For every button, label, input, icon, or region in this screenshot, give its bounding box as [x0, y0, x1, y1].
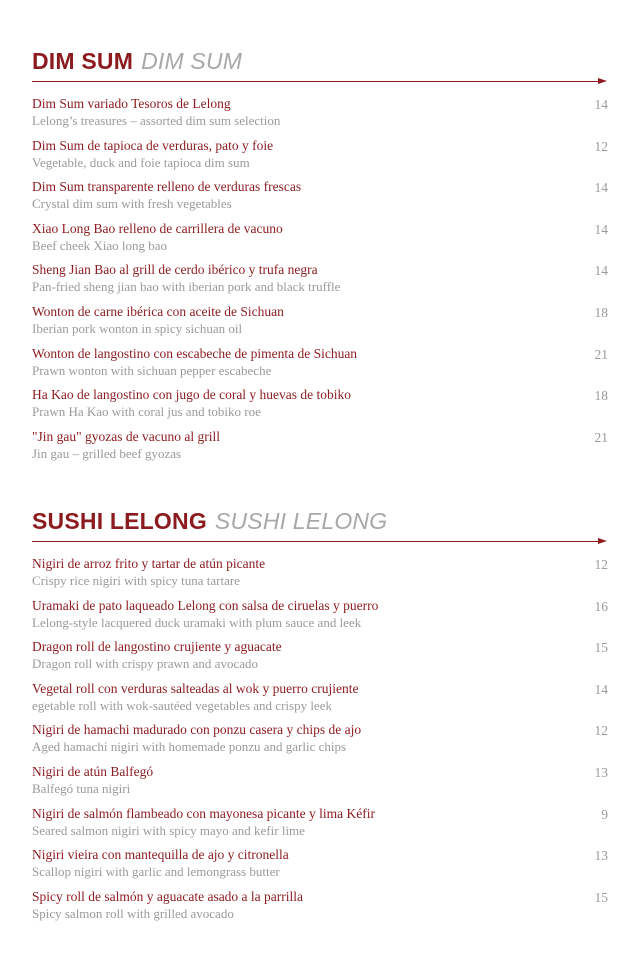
item-price: 21 [594, 346, 608, 362]
item-name: Nigiri de salmón flambeado con mayonesa picante y lima Kéfir [32, 805, 376, 821]
item-name: Uramaki de pato laqueado Lelong con salsa de ciruelas y puerro [32, 597, 379, 613]
item-description: Vegetable, duck and foie tapioca dim sum [32, 154, 250, 170]
item-name: Nigiri de arroz frito y tartar de atún picante [32, 556, 266, 571]
menu-item [32, 556, 608, 598]
section-header [32, 508, 608, 548]
item-name: Nigiri vieira con mantequilla de ajo y citronella [32, 847, 289, 863]
item-price: 18 [594, 388, 608, 404]
item-description: Jin gau – grilled beef gyozas [32, 445, 182, 461]
item-price: 13 [594, 764, 608, 780]
menu-item [32, 429, 608, 471]
section-title-translation: SUSHI LELONG [214, 508, 388, 534]
item-description: egetable roll with wok-sautéed vegetables and crispy leek [32, 697, 332, 713]
menu-item [32, 221, 608, 263]
section-divider [32, 541, 602, 542]
item-name: Nigiri de atún Balfegó [32, 763, 154, 779]
item-name: Xiao Long Bao relleno de carrillera de vacuno [32, 220, 283, 236]
item-description: Aged hamachi nigiri with homemade ponzu and garlic chips [32, 739, 347, 755]
menu-item [32, 96, 608, 138]
item-price: 14 [594, 180, 608, 196]
item-name: Wonton de carne ibérica con aceite de Sichuan [32, 303, 284, 319]
menu-item [32, 598, 608, 640]
item-price: 15 [594, 640, 608, 656]
item-description: Seared salmon nigiri with spicy mayo and kefir lime [32, 822, 305, 838]
item-description: Balfegó tuna nigiri [32, 780, 131, 796]
item-description: Scallop nigiri with garlic and lemongrass butter [32, 864, 280, 880]
menu-item [32, 764, 608, 806]
item-name: Wonton de langostino con escabeche de pimenta de Sichuan [32, 345, 358, 361]
dim-sum-section [32, 48, 608, 461]
item-price: 12 [594, 723, 608, 739]
item-description: Iberian pork wonton in spicy sichuan oil [32, 320, 243, 336]
menu-item [32, 639, 608, 681]
section-title: SUSHI LELONG SUSHI LELONG [32, 508, 388, 534]
item-description: Spicy salmon roll with grilled avocado [32, 905, 234, 921]
item-price: 14 [594, 681, 608, 697]
item-name: Dim Sum de tapioca de verduras, pato y foie [32, 137, 274, 153]
section-divider [32, 81, 602, 82]
menu-item [32, 889, 608, 931]
item-description: Lelong-style lacquered duck uramaki with plum sauce and leek [32, 614, 362, 630]
item-price: 21 [594, 429, 608, 445]
item-description: Prawn wonton with sichuan pepper escabeche [32, 362, 272, 378]
divider-arrow-icon [598, 538, 607, 544]
item-price: 12 [594, 557, 608, 572]
item-name: Dragon roll de langostino crujiente y aguacate [32, 639, 282, 655]
item-price: 12 [594, 138, 608, 154]
menu-item [32, 262, 608, 304]
item-price: 18 [594, 304, 608, 320]
menu-item [32, 722, 608, 764]
menu-item [32, 138, 608, 180]
item-name: Dim Sum transparente relleno de verduras frescas [32, 179, 302, 195]
item-description: Prawn Ha Kao with coral jus and tobiko roe [32, 404, 261, 420]
item-description: Crispy rice nigiri with spicy tuna tartare [32, 573, 240, 588]
item-description: Lelong’s treasures – assorted dim sum selection [32, 113, 281, 128]
menu-item [32, 179, 608, 221]
menu-item [32, 304, 608, 346]
sushi-section [32, 508, 608, 921]
sushi-items [32, 556, 608, 930]
item-price: 15 [594, 889, 608, 905]
menu-item [32, 806, 608, 848]
item-description: Pan-fried sheng jian bao with iberian pork and black truffle [32, 279, 341, 295]
item-name: Spicy roll de salmón y aguacate asado a la parrilla [32, 888, 304, 904]
menu-item [32, 387, 608, 429]
item-description: Beef cheek Xiao long bao [32, 237, 168, 253]
item-price: 9 [601, 806, 608, 822]
item-description: Crystal dim sum with fresh vegetables [32, 196, 232, 212]
item-name: Vegetal roll con verduras salteadas al wok y puerro crujiente [32, 680, 359, 696]
item-name: Nigiri de hamachi madurado con ponzu casera y chips de ajo [32, 722, 362, 738]
item-price: 14 [594, 263, 608, 279]
item-name: Dim Sum variado Tesoros de Lelong [32, 96, 231, 111]
divider-arrow-icon [598, 78, 607, 84]
item-description: Dragon roll with crispy prawn and avocado [32, 656, 258, 672]
menu-item [32, 681, 608, 723]
item-name: Sheng Jian Bao al grill de cerdo ibérico y trufa negra [32, 262, 318, 278]
item-name: Ha Kao de langostino con jugo de coral y huevas de tobiko [32, 387, 352, 403]
item-price: 16 [594, 598, 608, 614]
item-price: 14 [594, 97, 608, 112]
item-name: "Jin gau" gyozas de vacuno al grill [32, 428, 220, 444]
item-price: 14 [594, 221, 608, 237]
section-header [32, 48, 608, 88]
item-price: 13 [594, 848, 608, 864]
menu-item [32, 847, 608, 889]
dim-sum-items [32, 96, 608, 470]
section-title: DIM SUM DIM SUM [32, 48, 243, 74]
section-title-translation: DIM SUM [141, 48, 243, 74]
menu-item [32, 346, 608, 388]
